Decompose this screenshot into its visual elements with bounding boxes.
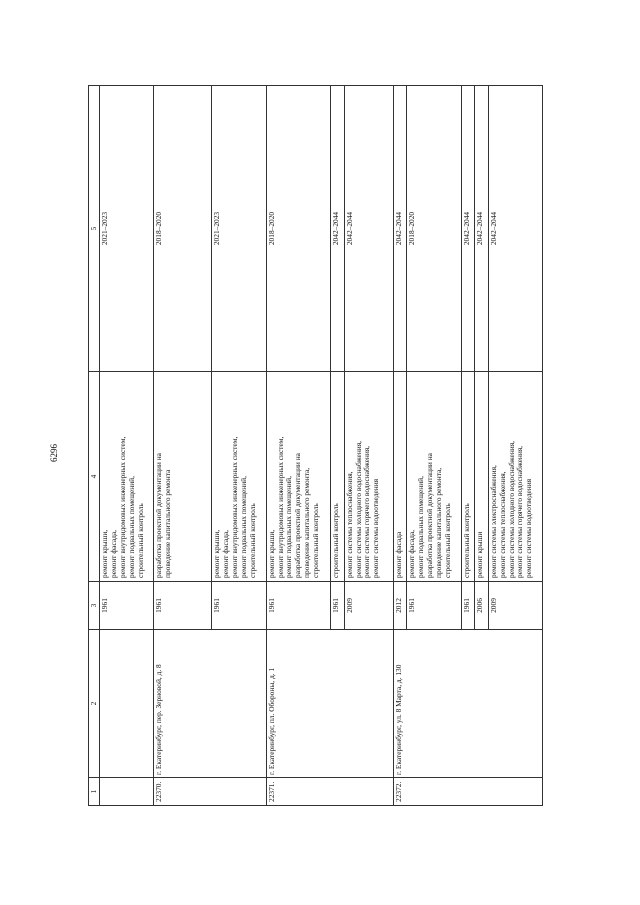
page-number-text: 6296 [49, 443, 59, 462]
repair-work-item: ремонт фасада, [108, 530, 118, 578]
repair-work-item: ремонт системы водоотведения [371, 478, 381, 578]
table-row [154, 86, 212, 806]
header-col-1: 1 [89, 778, 100, 806]
repair-works [154, 372, 212, 582]
repair-work-item: ремонт внутридомовых инженерных систем, [275, 436, 285, 578]
repair-work-item: ремонт системы горячего водоснабжения, [515, 445, 525, 578]
entry-address: г. Екатеринбург, пер. Зерновой, д. 8 [154, 630, 266, 778]
entry-number: 22371. [266, 778, 393, 806]
repair-work-item: строительный контроль [247, 503, 257, 578]
header-col-2: 2 [89, 630, 100, 778]
year-built: 1961 [407, 582, 461, 630]
repair-works [488, 372, 542, 582]
repair-works [393, 372, 407, 582]
repair-work-item: ремонт крыши [475, 531, 485, 578]
year-built: 2009 [344, 582, 393, 630]
year-built: 1961 [100, 582, 154, 630]
repair-work-item: разработка проектной документации на [154, 453, 164, 578]
header-col-5: 5 [89, 86, 100, 372]
repair-work-item: разработка проектной документации на [293, 453, 303, 578]
entry-number: 22370. [154, 778, 266, 806]
rotated-table-wrapper [88, 86, 543, 806]
repair-work-item: разработка проектной документации на [425, 453, 435, 578]
repair-work-item: ремонт системы холодного водоснабжения, [506, 441, 516, 578]
repair-work-item: ремонт крыши, [266, 529, 276, 578]
repair-period: 2042–2044 [488, 86, 542, 372]
repair-work-item: строительный контроль [330, 503, 340, 578]
entry-address [100, 630, 154, 778]
repair-work-item: ремонт фасада [393, 531, 403, 578]
page-number [44, 0, 64, 905]
repair-schedule-table [88, 85, 543, 806]
repair-work-item: ремонт внутридомовых инженерных систем, [230, 436, 240, 578]
repair-works [330, 372, 344, 582]
header-col-3: 3 [89, 582, 100, 630]
entry-address: г. Екатеринбург, ул. 8 Марта, д. 130 [393, 630, 542, 778]
repair-work-item: ремонт фасада, [221, 530, 231, 578]
repair-works [266, 372, 330, 582]
repair-work-item: строительный контроль [461, 503, 471, 578]
repair-work-item: ремонт подвальных помещений, [126, 476, 136, 578]
repair-works [212, 372, 266, 582]
repair-period: 2042–2044 [344, 86, 393, 372]
repair-work-item: ремонт системы водоотведения [524, 478, 534, 578]
header-col-4: 4 [89, 372, 100, 582]
repair-period: 2021–2023 [212, 86, 266, 372]
repair-work-item: ремонт системы теплоснабжения, [497, 471, 507, 578]
repair-period: 2021–2023 [100, 86, 154, 372]
year-built: 1961 [461, 582, 475, 630]
repair-works [461, 372, 475, 582]
repair-work-item: ремонт крыши, [212, 529, 222, 578]
repair-work-item: строительный контроль [311, 503, 321, 578]
repair-work-item: ремонт подвальных помещений, [284, 476, 294, 578]
year-built: 2009 [488, 582, 542, 630]
year-built: 1961 [154, 582, 212, 630]
year-built: 1961 [330, 582, 344, 630]
repair-work-item: ремонт системы электроснабжения, [488, 465, 498, 578]
repair-work-item: ремонт системы горячего водоснабжения, [362, 445, 372, 578]
table-body [100, 86, 543, 806]
repair-work-item: строительный контроль [135, 503, 145, 578]
header-row [89, 86, 100, 806]
repair-period: 2042–2044 [475, 86, 489, 372]
repair-work-item: строительный контроль [442, 503, 452, 578]
repair-period: 2042–2044 [461, 86, 475, 372]
repair-works [475, 372, 489, 582]
year-built: 1961 [212, 582, 266, 630]
entry-number [100, 778, 154, 806]
repair-period: 2042–2044 [330, 86, 344, 372]
repair-works [100, 372, 154, 582]
year-built: 1961 [266, 582, 330, 630]
repair-period: 2042–2044 [393, 86, 407, 372]
repair-period: 2018–2020 [154, 86, 212, 372]
repair-work-item: ремонт системы теплоснабжения, [344, 471, 354, 578]
repair-work-item: ремонт крыши, [100, 529, 109, 578]
repair-work-item: проведение капитального ремонта, [434, 467, 444, 578]
table-row [393, 86, 407, 806]
repair-works [407, 372, 461, 582]
repair-period: 2018–2020 [266, 86, 330, 372]
repair-work-item: ремонт подвальных помещений, [239, 476, 249, 578]
table-row [100, 86, 154, 806]
year-built: 2006 [475, 582, 489, 630]
repair-work-item: ремонт внутридомовых инженерных систем, [117, 436, 127, 578]
repair-works [344, 372, 393, 582]
repair-work-item: ремонт подвальных помещений, [416, 476, 426, 578]
table-row [266, 86, 330, 806]
repair-period: 2018–2020 [407, 86, 461, 372]
repair-work-item: ремонт системы холодного водоснабжения, [353, 441, 363, 578]
repair-work-item: проведение капитального ремонта [163, 469, 173, 578]
repair-work-item: ремонт фасада, [407, 530, 417, 578]
repair-work-item: проведение капитального ремонта, [302, 467, 312, 578]
entry-number: 22372. [393, 778, 542, 806]
year-built: 2012 [393, 582, 407, 630]
entry-address: г. Екатеринбург, пл. Обороны, д. 1 [266, 630, 393, 778]
